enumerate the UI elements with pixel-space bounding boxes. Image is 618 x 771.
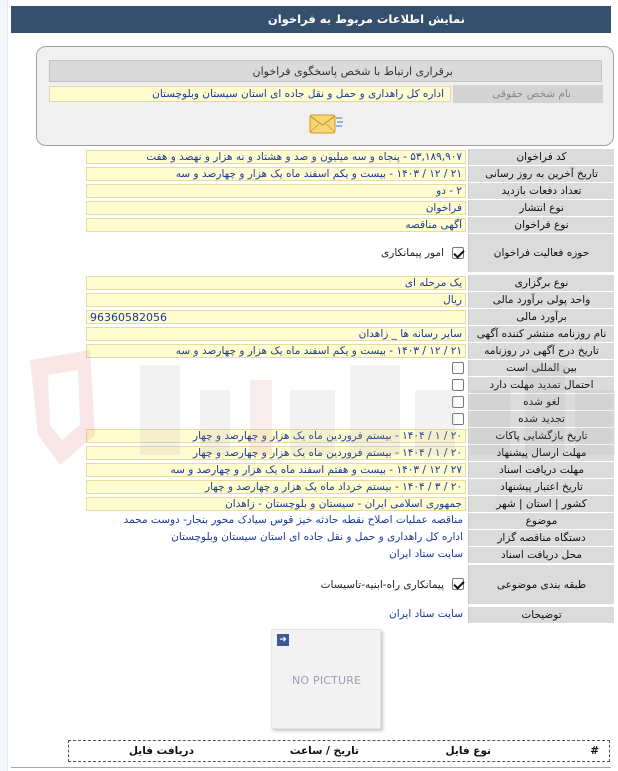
- row-notes: [82, 606, 614, 624]
- cancelled-label: لغو شده: [468, 394, 614, 410]
- category-value: پیمانکاری راه-ابنیه-تاسیسات: [320, 578, 444, 591]
- category-checkbox[interactable]: [452, 578, 464, 590]
- col-index: #: [590, 745, 599, 757]
- row-ad-date: [82, 342, 614, 360]
- row-renewed: [82, 410, 614, 428]
- row-publish-type: [82, 199, 614, 217]
- col-file-type: نوع فایل: [445, 745, 491, 757]
- estimate-label: برآورد مالی: [468, 309, 614, 325]
- col-download: دریافت فایل: [128, 745, 194, 757]
- code-label: کد فراخوان: [468, 149, 614, 165]
- row-visit-count: [82, 182, 614, 200]
- notes-value: سایت ستاد ایران: [388, 608, 463, 620]
- location-label: کشور | استان | شهر: [468, 496, 614, 512]
- envelope-icon[interactable]: [307, 112, 343, 136]
- organizer-label: دستگاه مناقصه گزار: [468, 530, 614, 546]
- no-picture-placeholder: [271, 629, 381, 729]
- validity-label: تاریخ اعتبار پیشنهاد: [468, 479, 614, 495]
- row-code: [82, 148, 614, 166]
- renewed-checkbox[interactable]: [452, 413, 464, 425]
- row-extension: [82, 376, 614, 394]
- category-label: طبقه بندی موضوعی: [468, 565, 614, 604]
- col-date-time: تاریخ / ساعت: [289, 745, 359, 757]
- call-type-label: نوع فراخوان: [468, 217, 614, 233]
- last-update-label: تاریخ آخرین به روز رسانی: [468, 166, 614, 182]
- row-hold-type: [82, 274, 614, 292]
- currency-label: واحد پولی برآورد مالی: [468, 292, 614, 308]
- activity-checkbox[interactable]: [452, 247, 464, 259]
- subject-label: موضوع: [468, 513, 614, 529]
- row-organizer: [82, 529, 614, 547]
- newspaper-label: نام روزنامه منتشر کننده آگهی: [468, 326, 614, 342]
- ad-date-label: تاریخ درج آگهی در روزنامه: [468, 343, 614, 359]
- row-location: [82, 495, 614, 513]
- no-picture-text: NO PICTURE: [292, 674, 362, 687]
- ad-date-value: ۲۱ / ۱۲ / ۱۴۰۳ - بیست و یکم اسفند ماه یک هزار و چهارصد و سه: [86, 344, 466, 358]
- currency-value: ریال: [86, 293, 466, 307]
- row-category: [82, 564, 614, 605]
- publish-type-label: نوع انتشار: [468, 200, 614, 216]
- last-update-value: ۲۱ / ۱۲ / ۱۴۰۳ - بیست و یکم اسفند ماه یک هزار و چهارصد و سه: [86, 167, 466, 181]
- location-value: جمهوری اسلامی ایران - سیستان و بلوچستان - زاهدان: [86, 497, 466, 511]
- doc-place-value: سایت ستاد ایران: [388, 548, 463, 560]
- row-doc-place: [82, 546, 614, 564]
- submit-deadline-label: مهلت ارسال پیشنهاد: [468, 445, 614, 461]
- activity-label: حوزه فعالیت فراخوان: [468, 234, 614, 272]
- extension-label: احتمال تمدید مهلت دارد: [468, 377, 614, 393]
- submit-deadline-value: ۲۰ / ۱ / ۱۴۰۴ - بیستم فروردین ماه یک هزار و چهارصد و چهار: [86, 446, 466, 460]
- publish-type-value: فراخوان: [86, 201, 466, 215]
- newspaper-value: سایر رسانه ها _ زاهدان: [86, 327, 466, 341]
- row-submit-deadline: [82, 444, 614, 462]
- international-label: بین المللی است: [468, 360, 614, 376]
- organizer-value: اداره کل راهداری و حمل و نقل جاده ای استان سیستان وبلوچستان: [171, 531, 463, 543]
- subject-value: مناقصه عملیات اصلاح نقطه حادثه خیز قوس سیادک محور بنجار- دوست محمد: [123, 514, 463, 526]
- hold-type-value: یک مرحله ای: [86, 276, 466, 290]
- row-opening-date: [82, 427, 614, 445]
- row-newspaper: [82, 325, 614, 343]
- row-estimate: [82, 308, 614, 326]
- opening-date-value: ۲۰ / ۱ / ۱۴۰۴ - بیستم فروردین ماه یک هزار و چهارصد و چهار: [86, 429, 466, 443]
- page-header: نمایش اطلاعات مربوط به فراخوان: [11, 6, 611, 33]
- doc-deadline-value: ۲۷ / ۱۲ / ۱۴۰۳ - بیست و هفتم اسفند ماه یک هزار و چهارصد و سه: [86, 463, 466, 477]
- contact-panel-title: برقراری ارتباط با شخص پاسخگوی فراخوان: [49, 60, 602, 82]
- row-activity: [82, 233, 614, 273]
- extension-checkbox[interactable]: [452, 379, 464, 391]
- legal-person-value: اداره کل راهداری و حمل و نقل جاده ای استان سیستان وبلوچستان: [49, 86, 451, 102]
- validity-value: ۲۰ / ۳ / ۱۴۰۴ - بیستم خرداد ماه یک هزار و چهارصد و چهار: [86, 480, 466, 494]
- opening-date-label: تاریخ بازگشایی پاکات: [468, 428, 614, 444]
- estimate-value: 96360582056: [86, 310, 466, 324]
- row-last-update: [82, 165, 614, 183]
- cancelled-checkbox[interactable]: [452, 396, 464, 408]
- international-checkbox[interactable]: [452, 362, 464, 374]
- doc-place-label: محل دریافت اسناد: [468, 547, 614, 563]
- row-doc-deadline: [82, 461, 614, 479]
- row-validity: [82, 478, 614, 496]
- doc-deadline-label: مهلت دریافت اسناد: [468, 462, 614, 478]
- left-edge-bar: [0, 0, 8, 771]
- hold-type-label: نوع برگزاری: [468, 275, 614, 291]
- row-cancelled: [82, 393, 614, 411]
- code-value: ۵۳,۱۸۹,۹۰۷ - پنجاه و سه میلیون و صد و هشتاد و نه هزار و نهصد و هفت: [86, 150, 466, 164]
- row-international: [82, 359, 614, 377]
- activity-value: امور پیمانکاری: [381, 247, 444, 259]
- row-subject: [82, 512, 614, 530]
- row-call-type: [82, 216, 614, 234]
- link-arrow-icon[interactable]: ➜: [277, 634, 289, 646]
- visit-count-label: تعداد دفعات بازدید: [468, 183, 614, 199]
- files-table-header: [68, 740, 610, 762]
- renewed-label: تجدید شده: [468, 411, 614, 427]
- row-currency: [82, 291, 614, 309]
- bottom-divider: [11, 767, 611, 768]
- legal-person-label: نام شخص حقوقی: [453, 85, 603, 103]
- call-type-value: آگهی مناقصه: [86, 218, 466, 232]
- visit-count-value: ۲ - دو: [86, 184, 466, 198]
- notes-label: توضیحات: [468, 607, 614, 623]
